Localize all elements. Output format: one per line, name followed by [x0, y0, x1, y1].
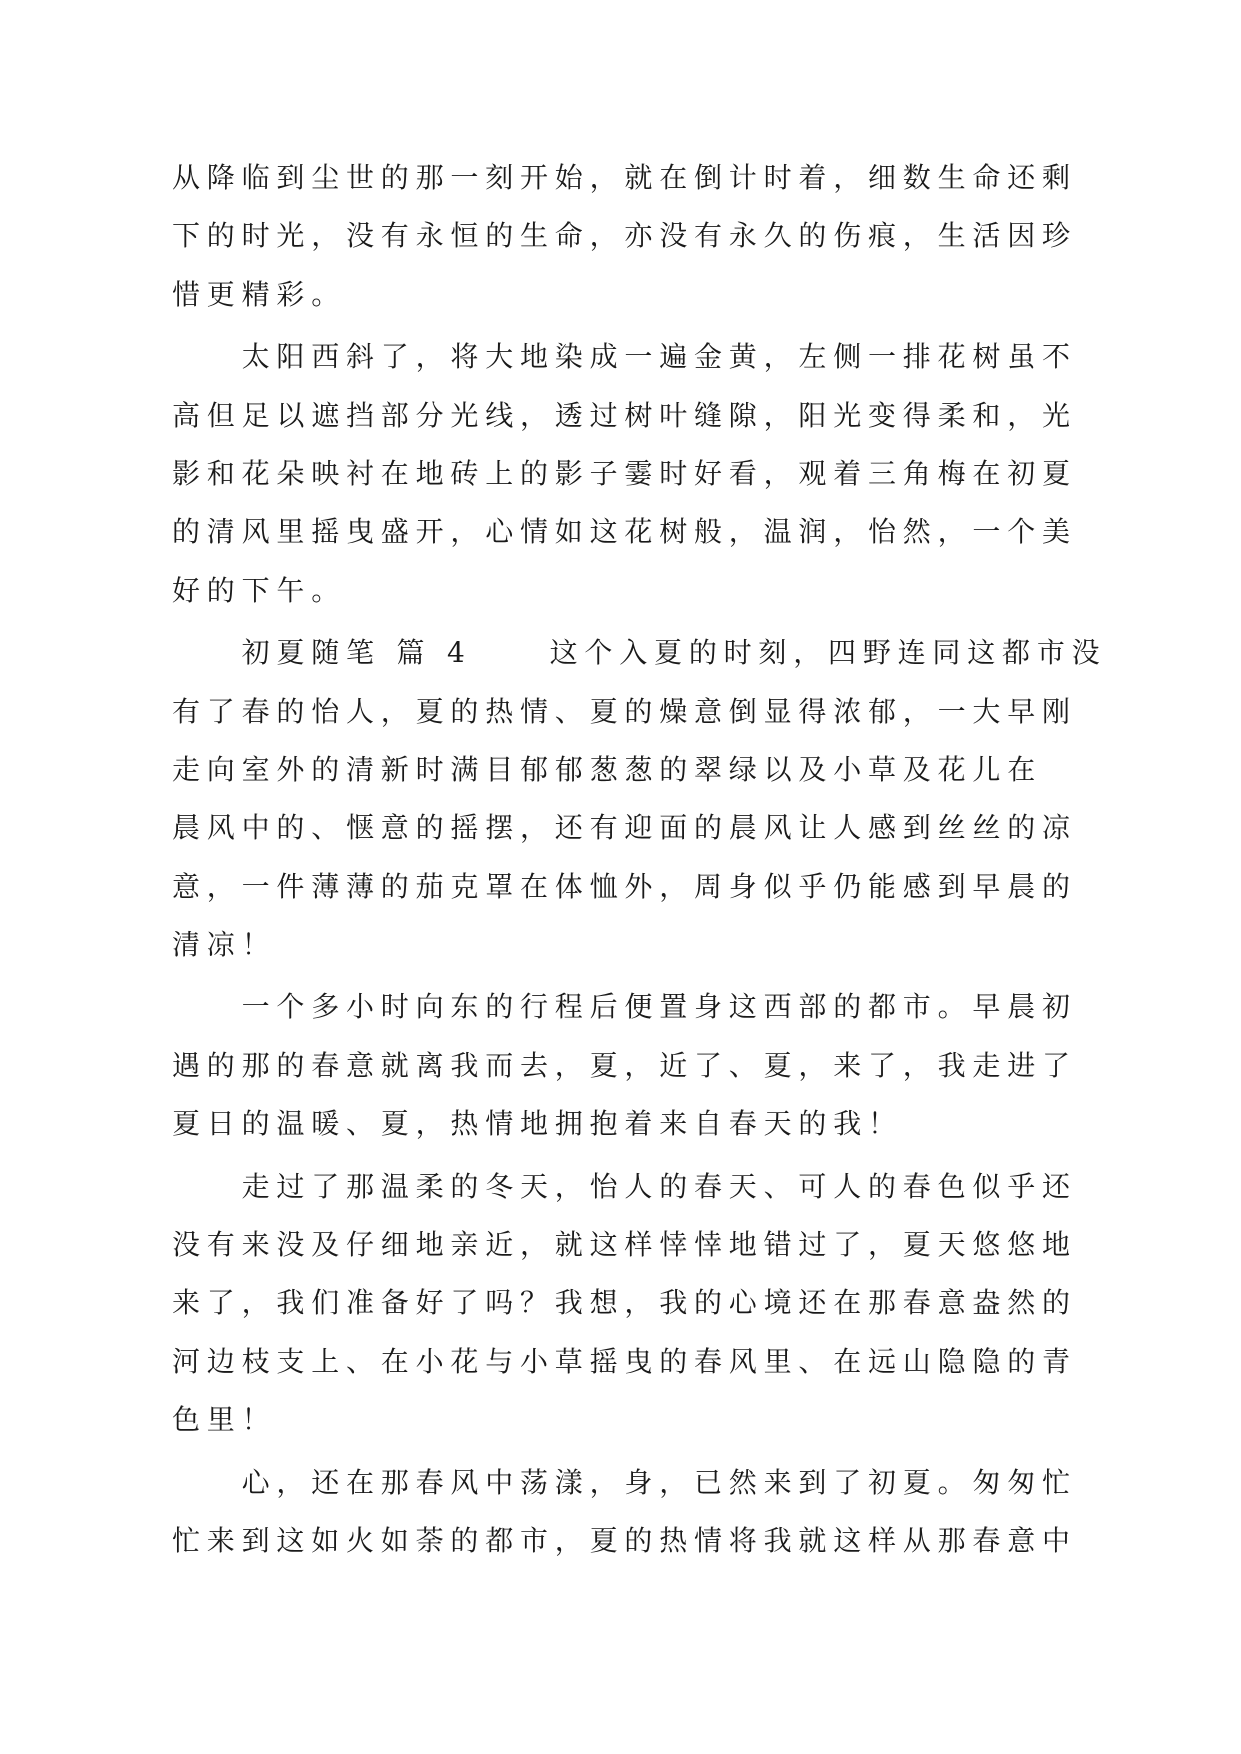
- text-line: [172, 207, 1077, 265]
- text-line-content: 走过了那温柔的冬天，怡人的春天、可人的春色似乎还: [172, 1169, 1077, 1203]
- text-line-content: 的清风里摇曳盛开，心情如这花树般，温润，怡然，一个美: [172, 515, 1077, 549]
- text-line: [172, 1095, 1072, 1153]
- text-line-content: 影和花朵映衬在地砖上的影子霎时好看，观着三角梅在初夏: [172, 456, 1077, 490]
- text-line: [172, 683, 1077, 741]
- text-line-content: 夏日的温暖、夏，热情地拥抱着来自春天的我！: [172, 1107, 903, 1141]
- text-line: [172, 503, 1077, 561]
- text-line-content: 色里！: [172, 1403, 277, 1437]
- text-line-content: 高但足以遮挡部分光线，透过树叶缝隙，阳光变得柔和，光: [172, 398, 1077, 432]
- text-line-content: 太阳西斜了，将大地染成一遍金黄，左侧一排花树虽不: [172, 340, 1077, 374]
- text-line: [172, 1454, 1077, 1512]
- text-line-content: 遇的那的春意就离我而去，夏，近了、夏，来了，我走进了: [172, 1048, 1077, 1082]
- article-body: [172, 149, 1107, 1570]
- text-line-content: 忙来到这如火如荼的都市，夏的热情将我就这样从那春意中: [172, 1523, 1077, 1557]
- text-line: [172, 799, 1077, 857]
- text-line: [172, 562, 1072, 620]
- text-line-content: 走向室外的清新时满目郁郁葱葱的翠绿以及小草及花儿在: [172, 752, 1043, 786]
- text-line: [172, 1512, 1077, 1570]
- text-line: [172, 1216, 1077, 1274]
- text-line-content: 河边枝支上、在小花与小草摇曳的春风里、在远山隐隐的青: [172, 1344, 1077, 1378]
- text-line: [172, 1333, 1077, 1391]
- text-line: [172, 916, 1072, 974]
- text-line: [172, 387, 1077, 445]
- text-line-content: 下的时光，没有永恒的生命，亦没有永久的伤痕，生活因珍: [172, 219, 1077, 253]
- text-line-content: 从降临到尘世的那一刻开始，就在倒计时着，细数生命还剩: [172, 161, 1077, 194]
- text-line-content: 没有来没及仔细地亲近，就这样悻悻地错过了，夏天悠悠地: [172, 1228, 1077, 1262]
- text-line-content: 一个多小时向东的行程后便置身这西部的都市。早晨初: [172, 990, 1077, 1024]
- text-line: [172, 328, 1077, 386]
- text-line-content: 有了春的怡人，夏的热情、夏的燥意倒显得浓郁，一大早刚: [172, 694, 1077, 728]
- text-line: [172, 149, 1077, 207]
- text-line-content: 惜更精彩。: [172, 277, 347, 311]
- text-line: [172, 978, 1077, 1036]
- text-line-content: 心，还在那春风中荡漾，身，已然来到了初夏。匆匆忙: [172, 1465, 1077, 1499]
- text-line: [172, 266, 1072, 324]
- text-line: [172, 741, 1072, 799]
- text-line: [172, 1037, 1077, 1095]
- text-line: [172, 1391, 1072, 1449]
- text-line-content: 意，一件薄薄的茄克罩在体恤外，周身似乎仍能感到早晨的: [172, 869, 1077, 903]
- text-line-tail: 这个入夏的时刻，四野连同这都市没: [549, 636, 1107, 670]
- text-line: [172, 624, 1107, 682]
- text-line-content: 好的下午。: [172, 573, 347, 607]
- text-line: [172, 1158, 1077, 1216]
- text-line-content: 晨风中的、惬意的摇摆，还有迎面的晨风让人感到丝丝的凉: [172, 811, 1077, 845]
- text-line-content: 清凉！: [172, 928, 277, 962]
- text-line: [172, 1274, 1077, 1332]
- text-line: [172, 445, 1077, 503]
- text-line-content: 初夏随笔 篇 4: [172, 636, 472, 670]
- text-line: [172, 858, 1077, 916]
- text-line-content: 来了，我们准备好了吗？我想，我的心境还在那春意盎然的: [172, 1286, 1077, 1320]
